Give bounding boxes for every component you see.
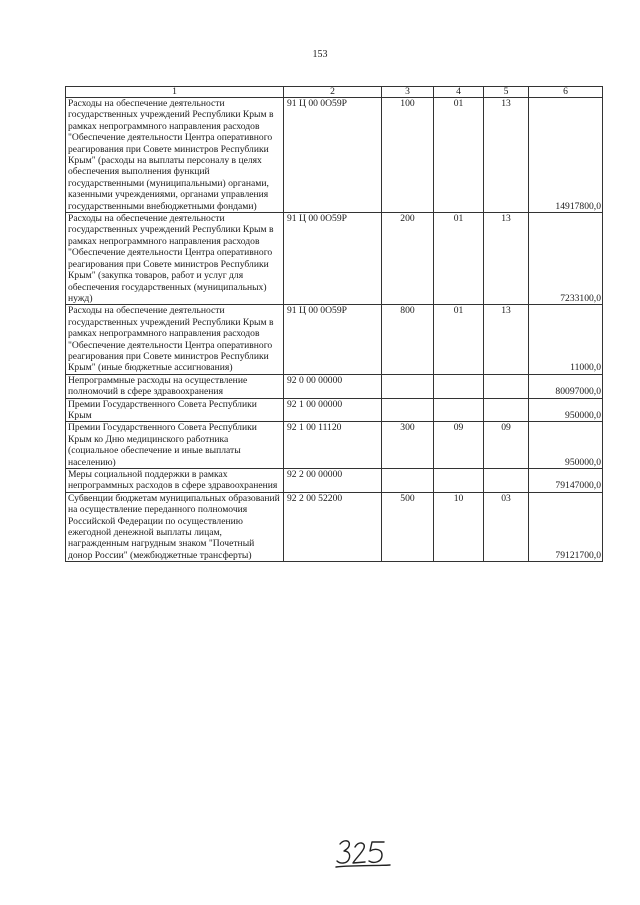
- expense-name: Расходы на обеспечение деятельности государственных учреждений Республики Крым в рамках непрограммного направления расходов "Обеспечение деятельности Центра оперативного реагирования при Совете министров Республики Крым" (закупка товаров, работ и услуг для обеспечения государственных (муниципальных) нужд): [66, 213, 284, 305]
- subsection-code: 13: [484, 213, 529, 305]
- amount: 11000,0: [529, 305, 603, 374]
- target-article-code: 92 1 00 00000: [284, 398, 382, 422]
- target-article-code: 92 1 00 11120: [284, 422, 382, 469]
- subsection-code: [484, 469, 529, 493]
- amount: 950000,0: [529, 398, 603, 422]
- expense-type-code: 200: [382, 213, 434, 305]
- section-code: 01: [434, 213, 484, 305]
- amount: 80097000,0: [529, 374, 603, 398]
- amount: 950000,0: [529, 422, 603, 469]
- expense-name: Расходы на обеспечение деятельности государственных учреждений Республики Крым в рамках непрограммного направления расходов "Обеспечение деятельности Центра оперативного реагирования при Совете министров Республики Крым" (расходы на выплаты персоналу в целях обеспечения выполнения функций государственными (муниципальными) органами, казенными учреждениями, органами управления государственными внебюджетными фондами): [66, 98, 284, 213]
- subsection-code: 13: [484, 305, 529, 374]
- expense-type-code: 100: [382, 98, 434, 213]
- expense-name: Субвенции бюджетам муниципальных образований на осуществление переданного полномочия Российской Федерации по осуществлению ежегодной денежной выплаты лицам, награжденным нагрудным знаком "Почетный донор России" (межбюджетные трансферты): [66, 492, 284, 561]
- page-number: 153: [312, 49, 328, 60]
- expense-type-code: 800: [382, 305, 434, 374]
- subsection-code: 13: [484, 98, 529, 213]
- expense-name: Расходы на обеспечение деятельности государственных учреждений Республики Крым в рамках непрограммного направления расходов "Обеспечение деятельности Центра оперативного реагирования при Совете министров Республики Крым" (иные бюджетные ассигнования): [66, 305, 284, 374]
- table-row: [66, 374, 603, 398]
- amount: 79147000,0: [529, 469, 603, 493]
- column-header: 3: [382, 87, 434, 98]
- handwritten-digit-3: [337, 841, 350, 863]
- underline-stroke: [336, 865, 390, 867]
- table-row: [66, 398, 603, 422]
- target-article-code: 92 2 00 52200: [284, 492, 382, 561]
- target-article-code: 91 Ц 00 0О59Р: [284, 98, 382, 213]
- table-row: [66, 422, 603, 469]
- handwritten-digit-2: [353, 843, 365, 863]
- column-header: 2: [284, 87, 382, 98]
- amount: 7233100,0: [529, 213, 603, 305]
- table-row: [66, 98, 603, 213]
- table-row: [66, 213, 603, 305]
- expense-type-code: [382, 398, 434, 422]
- target-article-code: 92 0 00 00000: [284, 374, 382, 398]
- expense-name: Премии Государственного Совета Республики Крым ко Дню медицинского работника (социальное обеспечение и иные выплаты населению): [66, 422, 284, 469]
- expense-name: Премии Государственного Совета Республики Крым: [66, 398, 284, 422]
- table-row: [66, 469, 603, 493]
- subsection-code: 09: [484, 422, 529, 469]
- target-article-code: 92 2 00 00000: [284, 469, 382, 493]
- amount: 79121700,0: [529, 492, 603, 561]
- section-code: 09: [434, 422, 484, 469]
- expense-type-code: [382, 469, 434, 493]
- column-header: 5: [484, 87, 529, 98]
- section-code: 01: [434, 98, 484, 213]
- target-article-code: 91 Ц 00 0О59Р: [284, 305, 382, 374]
- handwritten-page-mark: [334, 836, 394, 870]
- table-row: [66, 492, 603, 561]
- expense-name: Непрограммные расходы на осуществление полномочий в сфере здравоохранения: [66, 374, 284, 398]
- budget-table: [65, 86, 603, 562]
- subsection-code: [484, 374, 529, 398]
- section-code: [434, 469, 484, 493]
- column-header: 6: [529, 87, 603, 98]
- expense-type-code: 300: [382, 422, 434, 469]
- table-row: [66, 305, 603, 374]
- expense-type-code: 500: [382, 492, 434, 561]
- expense-name: Меры социальной поддержки в рамках непрограммных расходов в сфере здравоохранения: [66, 469, 284, 493]
- section-code: [434, 398, 484, 422]
- table-header-row: [66, 87, 603, 98]
- handwritten-digit-5: [369, 842, 384, 862]
- expense-type-code: [382, 374, 434, 398]
- subsection-code: [484, 398, 529, 422]
- section-code: 01: [434, 305, 484, 374]
- subsection-code: 03: [484, 492, 529, 561]
- amount: 14917800,0: [529, 98, 603, 213]
- column-header: 4: [434, 87, 484, 98]
- section-code: [434, 374, 484, 398]
- target-article-code: 91 Ц 00 0О59Р: [284, 213, 382, 305]
- section-code: 10: [434, 492, 484, 561]
- column-header: 1: [66, 87, 284, 98]
